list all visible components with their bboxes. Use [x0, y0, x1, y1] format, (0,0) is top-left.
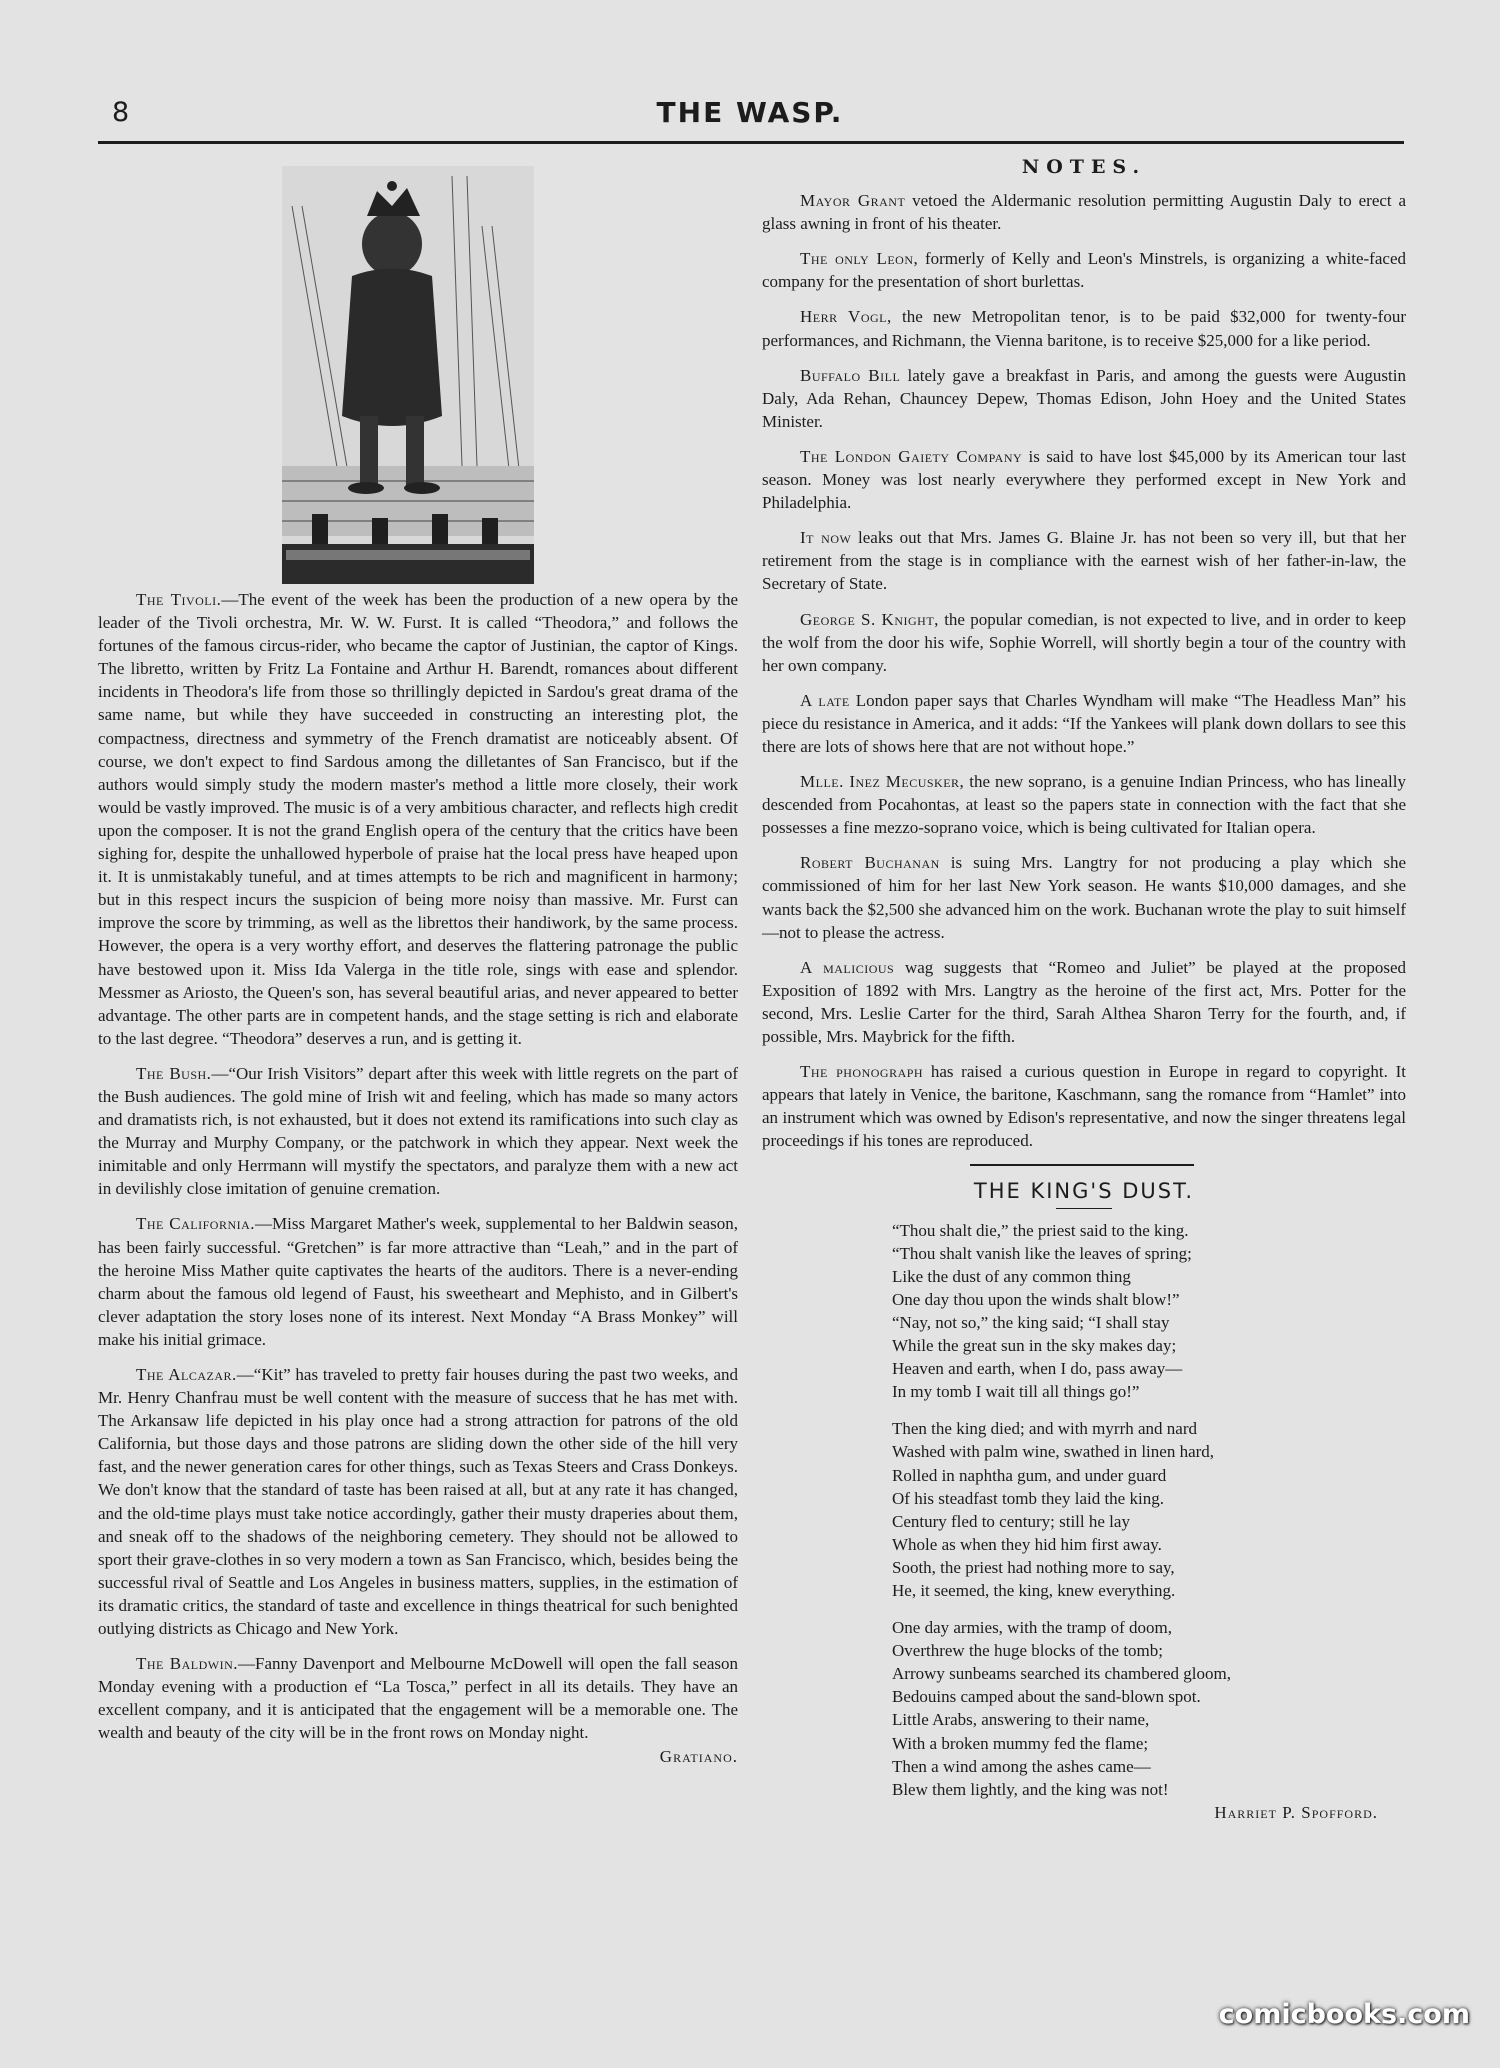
poem-line: “Thou shalt die,” the priest said to the king. — [892, 1220, 1189, 1240]
note-item: George S. Knight, the popular comedian, is not expected to live, and in order to keep the wolf from the door his wife, Sophie Worrell, will shortly begin a tour of the country with her own company. — [762, 609, 1406, 675]
poem-line: Blew them lightly, and the king was not! — [892, 1779, 1169, 1799]
poem-line: While the great sun in the sky makes day; — [892, 1336, 1177, 1356]
poem-line: Bedouins camped about the sand-blown spot. — [892, 1687, 1201, 1707]
author-signature: Gratiano. — [659, 1746, 738, 1766]
poem-title: THE KING'S DUST. — [973, 1179, 1195, 1204]
poem-line: With a broken mummy fed the flame; — [892, 1733, 1149, 1753]
left-column — [98, 150, 738, 1768]
poem-line: Washed with palm wine, swathed in linen hard, — [892, 1442, 1215, 1462]
note-item: Mlle. Inez Mecusker, the new soprano, is a genuine Indian Princess, who has lineally descended from Pocahontas, at least so the papers state in connection with the fact that she possesses a fine mezzo-soprano voice, which is being cultivated for Italian opera. — [762, 772, 1406, 838]
poem-author: Harriet P. Spofford. — [1214, 1802, 1378, 1822]
poem-stanza — [892, 1616, 1406, 1801]
poem-line: Little Arabs, answering to their name, — [892, 1710, 1150, 1730]
king-illustration — [282, 166, 534, 584]
review-california: The California.—Miss Margaret Mather's week, supplemental to her Baldwin season, has been fairly successful. “Gretchen” is far more attractive than “Leah,” and in the part of the heroine Miss Mather quite captivates the hearts of the auditors. There is a never-ending charm about the famous old legend of Faust, his sweetheart and Mephisto, and in Gilbert's clever adaptation the story loses none of its interest. Next Monday “A Brass Monkey” will make his initial grimace. — [98, 1214, 738, 1349]
poem-line: Of his steadfast tomb they laid the king. — [892, 1488, 1164, 1508]
poem-line: One day armies, with the tramp of doom, — [892, 1618, 1172, 1638]
note-item: Buffalo Bill lately gave a breakfast in Paris, and among the guests were Augustin Daly, Ada Rehan, Chauncey Depew, Thomas Edison, John Hoey and the United States Minister. — [762, 365, 1406, 431]
poem-line: In my tomb I wait till all things go!” — [892, 1382, 1140, 1402]
poem-line: Whole as when they hid him first away. — [892, 1534, 1162, 1554]
poem-stanza — [892, 1417, 1406, 1602]
header-rule — [98, 141, 1404, 144]
right-column — [762, 150, 1406, 1824]
review-bush: The Bush.—“Our Irish Visitors” depart after this week with little regrets on the part of the Bush audiences. The gold mine of Irish wit and feeling, which has made so many actors and dramatists rich, is not exhausted, but it does not extend its ramifications into such clay as the Murray and Murphy Company, or the patchwork in which they appear. Next week the inimitable and only Herrmann will mystify the spectators, and paralyze them with a new act in devilishly close imitation of genuine cremation. — [98, 1063, 738, 1199]
poem-line: He, it seemed, the king, knew everything. — [892, 1580, 1176, 1600]
page-number: 8 — [112, 97, 130, 128]
poem-line: Sooth, the priest had nothing more to say, — [892, 1557, 1175, 1577]
review-baldwin: The Baldwin.—Fanny Davenport and Melbourne McDowell will open the fall season Monday evening with a production ef “La Tosca,” perfect in all its details. They have an excellent company, and it is anticipated that the engagement will be a memorable one. The wealth and beauty of the city will be in the front rows on Monday night. — [98, 1654, 738, 1743]
note-item: A malicious wag suggests that “Romeo and Juliet” be played at the proposed Exposition of 1892 with Mrs. Langtry as the heroine of the first act, Mrs. Potter for the second, Mrs. Leslie Carter for the third, Sarah Althea Sharon Terry for the fourth, and, if possible, Mrs. Maybrick for the fifth. — [762, 957, 1406, 1046]
review-tivoli: The Tivoli.—The event of the week has been the production of a new opera by the leader of the Tivoli orchestra, Mr. W. W. Furst. It is called “Theodora,” and follows the fortunes of the famous circus-rider, who became the captor of Justinian, the captor of Kings. The libretto, written by Fritz La Fontaine and Arthur H. Barendt, romances about different incidents in Theodora's life from those so thrillingly depicted in Sardou's great drama of the same name, but while they have succeeded in constructing an interesting plot, the compactness, directness and symmetry of the French dramatist are noticeably absent. Of course, we don't expect to find Sardous among the dilletantes of San Francisco, but if the authors would simply study the modern master's method a little more closely, their work would be vastly improved. The music is of a very ambitious character, and reflects high credit upon the composer. It is not the grand English opera of the century that the critics have been sighing for, despite the unhallowed hyperbole of praise hat the local press have heaped upon it. It is unmistakably tuneful, and at times attempts to be rich and magnificent in harmony; but in this respect incurs the suspicion of being more noisy than massive. Mr. Furst can improve the score by trimming, as well as the librettos their handiwork, by the same process. However, the opera is a very worthy effort, and deserves the flattering patronage the public have bestowed upon it. Miss Ida Valerga in the title role, sings with ease and splendor. Messmer as Ariosto, the Queen's son, has several beautiful arias, and never appeared to better advantage. The other parts are in competent hands, and the stage setting is rich and elaborate to the last degree. “Theodora” deserves a run, and is getting it. — [98, 590, 738, 1048]
poem-line: Heaven and earth, when I do, pass away— — [892, 1359, 1183, 1379]
poem-line: One day thou upon the winds shalt blow!” — [892, 1289, 1180, 1309]
poem-line: Overthrew the huge blocks of the tomb; — [892, 1641, 1163, 1661]
note-item: A late London paper says that Charles Wyndham will make “The Headless Man” his piece du resistance in America, and it adds: “If the Yankees will plank down dollars to see this there are lots of shows here that are not without hope.” — [762, 690, 1407, 756]
note-item: It now leaks out that Mrs. James G. Blaine Jr. has not been so very ill, but that her retirement from the stage is in compliance with the earnest wish of her father-in-law, the Secretary of State. — [762, 528, 1406, 594]
title-underline — [1056, 1208, 1112, 1209]
poem-line: “Thou shalt vanish like the leaves of spring; — [892, 1243, 1192, 1263]
note-item: The phonograph has raised a curious question in Europe in regard to copyright. It appears that lately in Venice, the baritone, Kaschmann, sang the romance from “Hamlet” into an instrument which was owned by Edison's representative, and now the singer threatens legal proceedings if his tones are reproduced. — [762, 1062, 1406, 1151]
poem-line: Then the king died; and with myrrh and nard — [892, 1419, 1197, 1439]
poem — [892, 1219, 1406, 1801]
review-alcazar: The Alcazar.—“Kit” has traveled to pretty fair houses during the past two weeks, and Mr. Henry Chanfrau must be well content with the measure of success that he has met with. The Arkansaw life depicted in his play once had a strong attraction for patrons of the old California, but those days and those patrons are sliding down the other side of the hill very fast, and the newer generation cares for other things, such as Texas Steers and Crass Donkeys. We don't know that the standard of taste has been raised at all, but at any rate it has changed, and the old-time plays must take notice accordingly, gather their musty draperies about them, and sneak off to the shadows of the neighboring cemetery. They should not be allowed to sport their grave-clothes in so very modern a town as San Francisco, which, besides being the successful rival of Seattle and Los Angeles in business matters, supplies, in the estimation of its dramatic critics, the standard of taste and excellence in things theatrical for such benighted outlying districts as Chicago and New York. — [98, 1365, 738, 1639]
poem-line: “Nay, not so,” the king said; “I shall stay — [892, 1312, 1170, 1332]
watermark-logo: comicbooks.com — [1218, 1999, 1470, 2030]
note-item: Herr Vogl, the new Metropolitan tenor, is to be paid $32,000 for twenty-four performances, and Richmann, the Vienna baritone, is to receive $25,000 for a like period. — [762, 307, 1406, 350]
masthead-title: THE WASP. — [656, 96, 844, 129]
section-divider — [970, 1164, 1194, 1166]
poem-stanza — [892, 1219, 1406, 1404]
poem-line: Arrowy sunbeams searched its chambered gloom, — [892, 1664, 1231, 1684]
poem-line: Century fled to century; still he lay — [892, 1511, 1130, 1531]
note-item: Mayor Grant vetoed the Aldermanic resolution permitting Augustin Daly to erect a glass awning in front of his theater. — [762, 191, 1407, 234]
note-item: Robert Buchanan is suing Mrs. Langtry for not producing a play which she commissioned of him for her last New York season. He wants $10,000 damages, and she wants back the $2,500 she advanced him on the work. Buchanan wrote the play to suit himself—not to please the actress. — [762, 853, 1406, 942]
notes-heading: NOTES. — [1021, 156, 1147, 178]
poem-line: Rolled in naphtha gum, and under guard — [892, 1465, 1167, 1485]
poem-line: Then a wind among the ashes came— — [892, 1756, 1151, 1776]
poem-line: Like the dust of any common thing — [892, 1266, 1131, 1286]
note-item: The London Gaiety Company is said to have lost $45,000 by its American tour last season. Money was lost nearly everywhere they performed except in New York and Philadelphia. — [762, 446, 1406, 513]
note-item: The only Leon, formerly of Kelly and Leon's Minstrels, is organizing a white-faced company for the presentation of short burlettas. — [762, 249, 1406, 292]
